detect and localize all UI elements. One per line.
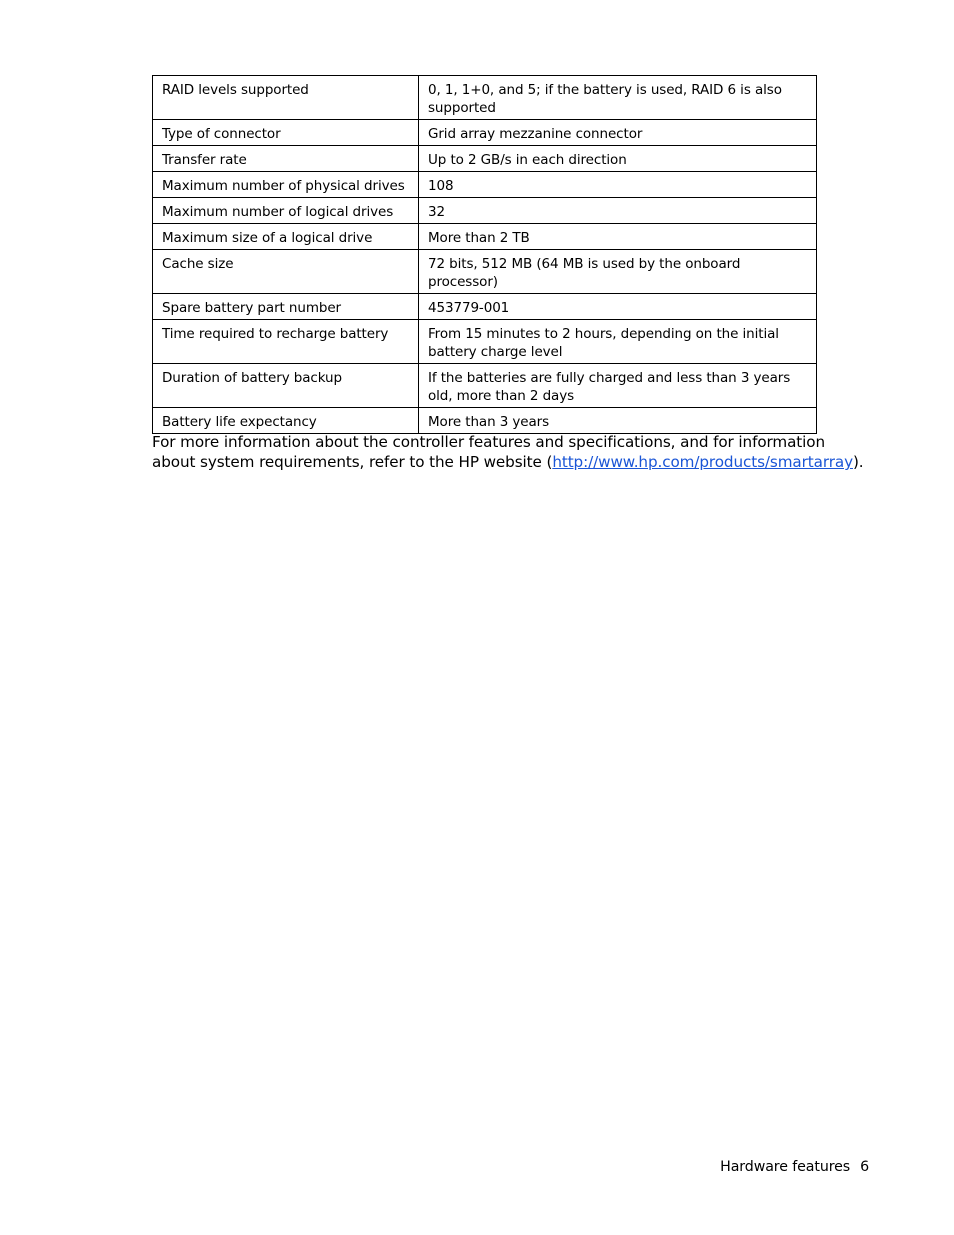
spec-value: 32 (419, 198, 817, 224)
page-number: 6 (860, 1159, 869, 1175)
spec-value: Up to 2 GB/s in each direction (419, 146, 817, 172)
spec-value: 108 (419, 172, 817, 198)
spec-value: More than 2 TB (419, 224, 817, 250)
table-row (153, 408, 817, 434)
table-row (153, 294, 817, 320)
table-row (153, 250, 817, 294)
more-info-paragraph (152, 432, 872, 472)
footer-section-title: Hardware features (720, 1159, 851, 1175)
spec-value: 72 bits, 512 MB (64 MB is used by the onboard processor) (419, 250, 817, 294)
spec-label: Battery life expectancy (153, 408, 419, 434)
spec-value: From 15 minutes to 2 hours, depending on the initial battery charge level (419, 320, 817, 364)
spec-value: More than 3 years (419, 408, 817, 434)
spec-label: Maximum number of logical drives (153, 198, 419, 224)
paragraph-text-after: ). (852, 453, 864, 471)
spec-label: Maximum size of a logical drive (153, 224, 419, 250)
spec-label: Duration of battery backup (153, 364, 419, 408)
table-row (153, 320, 817, 364)
table-row (153, 364, 817, 408)
table-row (153, 120, 817, 146)
spec-label: Maximum number of physical drives (153, 172, 419, 198)
hp-smartarray-link[interactable]: http://www.hp.com/products/smartarray (552, 453, 853, 471)
page-footer (720, 1158, 869, 1176)
spec-label: Time required to recharge battery (153, 320, 419, 364)
spec-label: Spare battery part number (153, 294, 419, 320)
table-row (153, 172, 817, 198)
table-row (153, 198, 817, 224)
table-row (153, 224, 817, 250)
spec-value: Grid array mezzanine connector (419, 120, 817, 146)
spec-value: If the batteries are fully charged and less than 3 years old, more than 2 days (419, 364, 817, 408)
spec-label: Transfer rate (153, 146, 419, 172)
spec-label: Cache size (153, 250, 419, 294)
spec-label: RAID levels supported (153, 76, 419, 120)
table-row (153, 146, 817, 172)
specifications-table (152, 75, 817, 434)
spec-label: Type of connector (153, 120, 419, 146)
spec-value: 0, 1, 1+0, and 5; if the battery is used, RAID 6 is also supported (419, 76, 817, 120)
table-row (153, 76, 817, 120)
paragraph-text-before: For more information about the controller features and specifications, and for information about system requirements, refer to the HP website ( (152, 433, 825, 471)
spec-value: 453779-001 (419, 294, 817, 320)
